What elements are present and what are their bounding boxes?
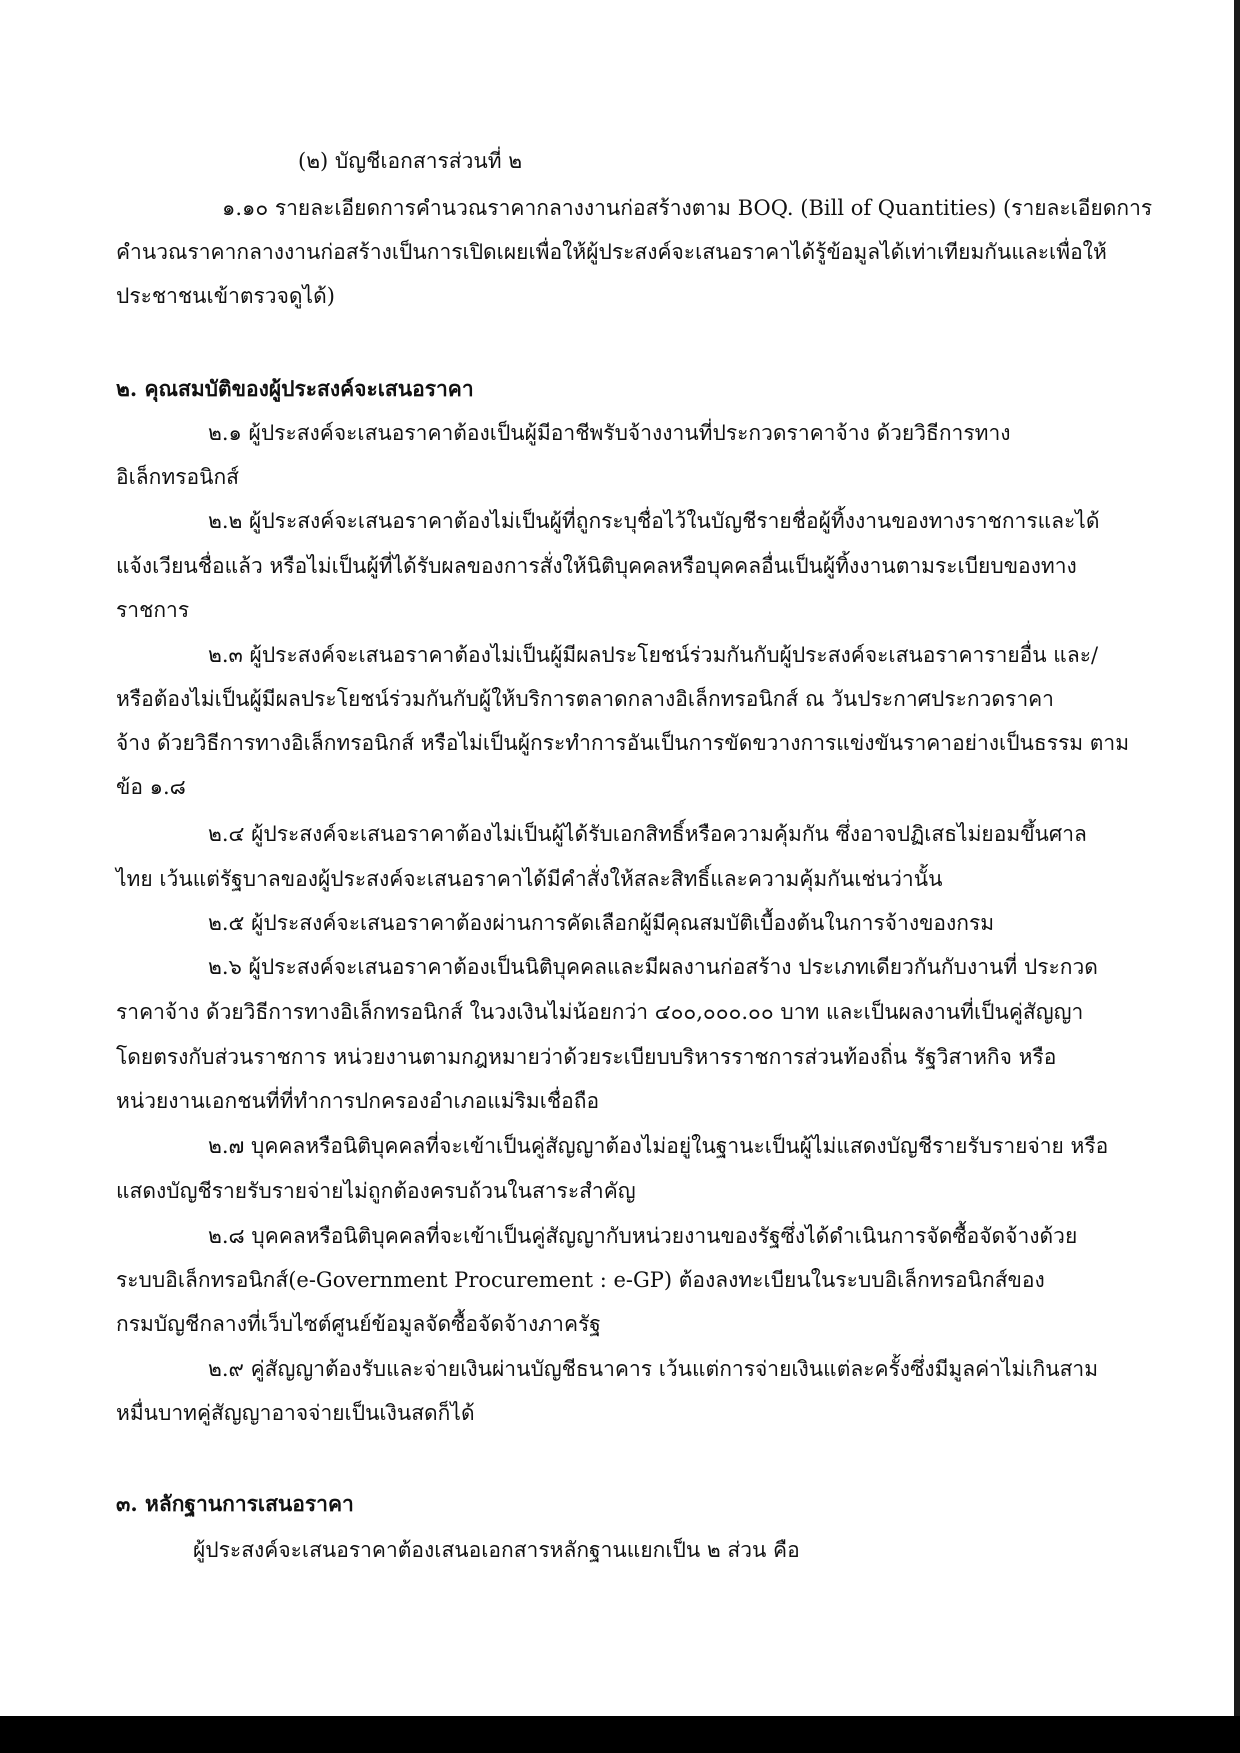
clause-2-6-line-3: โดยตรงกับส่วนราชการ หน่วยงานตามกฎหมายว่าด้วยระเบียบบริหารราชการส่วนท้องถิ่น รัฐวิสาหกิจ หรือ (116, 1045, 1057, 1069)
section-2-heading: ๒. คุณสมบัติของผู้ประสงค์จะเสนอราคา (116, 376, 474, 401)
clause-2-1-line-2: อิเล็กทรอนิกส์ (116, 465, 239, 489)
clause-2-4-line-2: ไทย เว้นแต่รัฐบาลของผู้ประสงค์จะเสนอราคาได้มีคำสั่งให้สละสิทธิ์และความคุ้มกันเช่นว่านั้น (116, 867, 943, 891)
clause-2-4-line-1: ๒.๔ ผู้ประสงค์จะเสนอราคาต้องไม่เป็นผู้ได้รับเอกสิทธิ์หรือความคุ้มกัน ซึ่งอาจปฏิเสธไม่ยอมขึ้นศาล (208, 822, 1087, 846)
scan-bottom-band (0, 1716, 1240, 1753)
clause-1-10-line-2: คำนวณราคากลางงานก่อสร้างเป็นการเปิดเผยเพื่อให้ผู้ประสงค์จะเสนอราคาได้รู้ข้อมูลได้เท่าเทียมกันและเพื่อให้ (116, 240, 1107, 264)
clause-2-2-line-1: ๒.๒ ผู้ประสงค์จะเสนอราคาต้องไม่เป็นผู้ที่ถูกระบุชื่อไว้ในบัญชีรายชื่อผู้ทิ้งงานของทางราชการและได้ (208, 509, 1100, 533)
clause-2-7-line-1: ๒.๗ บุคคลหรือนิติบุคคลที่จะเข้าเป็นคู่สัญญาต้องไม่อยู่ในฐานะเป็นผู้ไม่แสดงบัญชีรายรับรายจ่าย หรือ (208, 1134, 1109, 1158)
clause-2-2-line-2: แจ้งเวียนชื่อแล้ว หรือไม่เป็นผู้ที่ได้รับผลของการสั่งให้นิติบุคคลหรือบุคคลอื่นเป็นผู้ทิ้งงานตามระเบียบของทาง (116, 554, 1077, 578)
scan-right-edge (1234, 0, 1240, 1716)
clause-2-5-line-1: ๒.๕ ผู้ประสงค์จะเสนอราคาต้องผ่านการคัดเลือกผู้มีคุณสมบัติเบื้องต้นในการจ้างของกรม (208, 911, 995, 935)
clause-2-8-line-2: ระบบอิเล็กทรอนิกส์(e-Government Procurement : e-GP) ต้องลงทะเบียนในระบบอิเล็กทรอนิกส์ของ (116, 1268, 1045, 1292)
clause-2-3-line-3: จ้าง ด้วยวิธีการทางอิเล็กทรอนิกส์ หรือไม่เป็นผู้กระทำการอันเป็นการขัดขวางการแข่งขันราคาอย่างเป็นธรรม ตาม (116, 731, 1130, 755)
section-3-heading: ๓. หลักฐานการเสนอราคา (116, 1491, 354, 1516)
clause-2-3-line-4: ข้อ ๑.๘ (116, 775, 186, 799)
clause-2-3-line-2: หรือต้องไม่เป็นผู้มีผลประโยชน์ร่วมกันกับผู้ให้บริการตลาดกลางอิเล็กทรอนิกส์ ณ วันประกาศประกวดราคา (116, 687, 1054, 711)
clause-2-3-line-1: ๒.๓ ผู้ประสงค์จะเสนอราคาต้องไม่เป็นผู้มีผลประโยชน์ร่วมกันกับผู้ประสงค์จะเสนอราคารายอื่น และ/ (208, 643, 1099, 667)
clause-2-6-line-2: ราคาจ้าง ด้วยวิธีการทางอิเล็กทรอนิกส์ ในวงเงินไม่น้อยกว่า ๔๐๐,๐๐๐.๐๐ บาท และเป็นผลงานที่เป็นคู่สัญญา (116, 1000, 1084, 1024)
clause-2-8-line-3: กรมบัญชีกลางที่เว็บไซต์ศูนย์ข้อมูลจัดซื้อจัดจ้างภาครัฐ (116, 1312, 601, 1336)
attachment-2-item: (๒) บัญชีเอกสารส่วนที่ ๒ (298, 149, 523, 173)
clause-2-6-line-4: หน่วยงานเอกชนที่ที่ทำการปกครองอำเภอแม่ริมเชื่อถือ (116, 1089, 600, 1113)
clause-2-7-line-2: แสดงบัญชีรายรับรายจ่ายไม่ถูกต้องครบถ้วนในสาระสำคัญ (116, 1179, 636, 1203)
clause-2-9-line-2: หมื่นบาทคู่สัญญาอาจจ่ายเป็นเงินสดก็ได้ (116, 1401, 475, 1425)
section-3-intro: ผู้ประสงค์จะเสนอราคาต้องเสนอเอกสารหลักฐานแยกเป็น ๒ ส่วน คือ (193, 1538, 800, 1562)
clause-2-9-line-1: ๒.๙ คู่สัญญาต้องรับและจ่ายเงินผ่านบัญชีธนาคาร เว้นแต่การจ่ายเงินแต่ละครั้งซึ่งมีมูลค่าไม่เกินสาม (208, 1357, 1099, 1381)
clause-2-6-line-1: ๒.๖ ผู้ประสงค์จะเสนอราคาต้องเป็นนิติบุคคลและมีผลงานก่อสร้าง ประเภทเดียวกันกับงานที่ ประกวด (208, 955, 1098, 979)
clause-1-10-line-1: ๑.๑๐ รายละเอียดการคำนวณราคากลางงานก่อสร้างตาม BOQ. (Bill of Quantities) (รายละเอียดการ (222, 196, 1153, 220)
clause-2-2-line-3: ราชการ (116, 598, 190, 622)
clause-1-10-line-3: ประชาชนเข้าตรวจดูได้) (116, 284, 335, 308)
clause-2-8-line-1: ๒.๘ บุคคลหรือนิติบุคคลที่จะเข้าเป็นคู่สัญญากับหน่วยงานของรัฐซึ่งได้ดำเนินการจัดซื้อจัดจ้างด้วย (208, 1224, 1078, 1248)
clause-2-1-line-1: ๒.๑ ผู้ประสงค์จะเสนอราคาต้องเป็นผู้มีอาชีพรับจ้างงานที่ประกวดราคาจ้าง ด้วยวิธีการทาง (208, 421, 1011, 445)
